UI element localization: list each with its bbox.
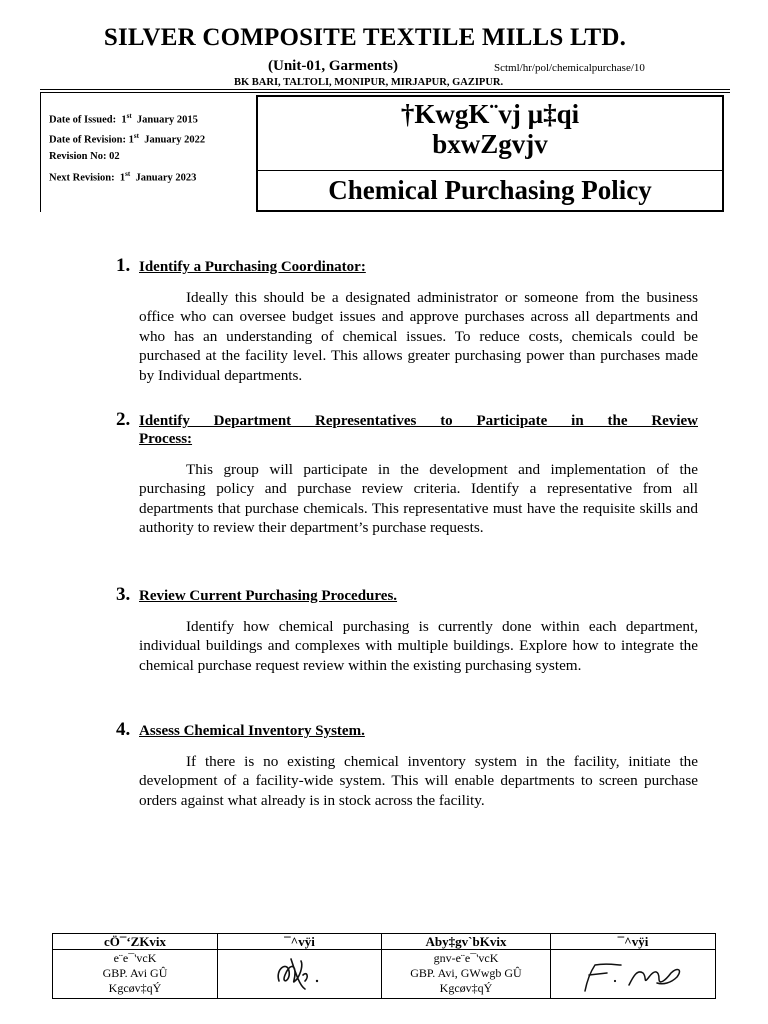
bangla-title-line1: †KwgK¨vj µ‡qi (400, 99, 580, 129)
signature-body-row (53, 950, 716, 999)
approved-by-header: Aby‡gv`bKvix (382, 934, 551, 950)
section-title-continued: Process: (139, 431, 193, 447)
policy-section-3 (116, 584, 698, 675)
document-reference: Sctml/hr/pol/chemicalpurchase/10 (494, 62, 645, 74)
approved-by-signature (551, 950, 716, 999)
unit-label: (Unit-01, Garments) (268, 58, 398, 74)
bangla-title (258, 99, 722, 159)
approved-by-designation: gnv-e¨e¯'vcK GBP. Avi, GWwgb GÛ Kgcøv‡qÝ (382, 950, 551, 999)
section-heading (116, 584, 698, 605)
company-name: SILVER COMPOSITE TEXTILE MILLS LTD. (103, 24, 627, 51)
section-number: 2. (116, 409, 131, 430)
date-revision: Date of Revision: 1st January 2022 (49, 132, 206, 146)
section-body: This group will participate in the development and implementation of the purchasing policy and purchase review criteria. Identify a representative from all departments that purchase chemicals. This representative must have the requisite skills and authority to review their department’s purchase requests. (139, 461, 698, 537)
handwritten-signature-2 (573, 951, 693, 995)
section-number: 4. (116, 719, 131, 740)
revision-info-block (40, 92, 256, 212)
policy-section-1 (116, 255, 698, 385)
policy-section-2 (116, 409, 698, 538)
section-body: If there is no existing chemical inventory system in the facility, initiate the development of a facility-wide system. This will enable departments to screen purchase orders against what already is in stock across the facility. (139, 753, 698, 809)
company-address: BK BARI, TALTOLI, MONIPUR, MIRJAPUR, GAZIPUR. (234, 77, 504, 88)
section-heading (116, 255, 698, 276)
prepared-by-designation: e¨e¯'vcK GBP. Avi GÛ Kgcøv‡qÝ (53, 950, 218, 999)
bangla-title-line2: bxwZgvjv (432, 129, 548, 159)
page-title: Chemical Purchasing Policy (328, 175, 652, 205)
revision-number: Revision No: 02 (49, 151, 120, 162)
section-title: Review Current Purchasing Procedures. (139, 588, 398, 604)
section-number: 1. (116, 255, 131, 276)
section-title: Identify a Purchasing Coordinator: (139, 259, 366, 275)
date-issued: Date of Issued: 1st January 2015 (49, 112, 198, 126)
section-heading (116, 409, 698, 448)
section-body: Identify how chemical purchasing is currently done within each department, individual buildings and complexes with multiple buildings. Explore how to integrate the chemical purchase request review within the existing purchasing system. (139, 618, 698, 674)
policy-section-4 (116, 719, 698, 810)
title-box (256, 95, 724, 212)
title-divider (258, 170, 722, 171)
section-heading (116, 719, 698, 740)
next-revision: Next Revision: 1st January 2023 (49, 170, 197, 184)
header-rule (40, 89, 730, 90)
signature-table (52, 933, 716, 999)
signature-header: ¯^vÿi (551, 934, 716, 950)
signature-header: ¯^vÿi (218, 934, 382, 950)
section-number: 3. (116, 584, 131, 605)
section-body: Ideally this should be a designated administrator or someone from the business office who can oversee budget issues and approve purchases across all departments and who has an understanding of chemical issues. To reduce costs, chemicals could be purchased at the facility level. This allows greater purchasing power than purchases made by Individual departments. (139, 289, 698, 384)
section-title: Assess Chemical Inventory System. (139, 723, 365, 739)
handwritten-signature-1 (265, 951, 335, 995)
prepared-by-header: cÖ¯‘ZKvix (53, 934, 218, 950)
signature-header-row (53, 934, 716, 950)
section-title: Identify Department Representatives to Participate in the Review (139, 413, 698, 429)
prepared-by-signature (218, 950, 382, 999)
